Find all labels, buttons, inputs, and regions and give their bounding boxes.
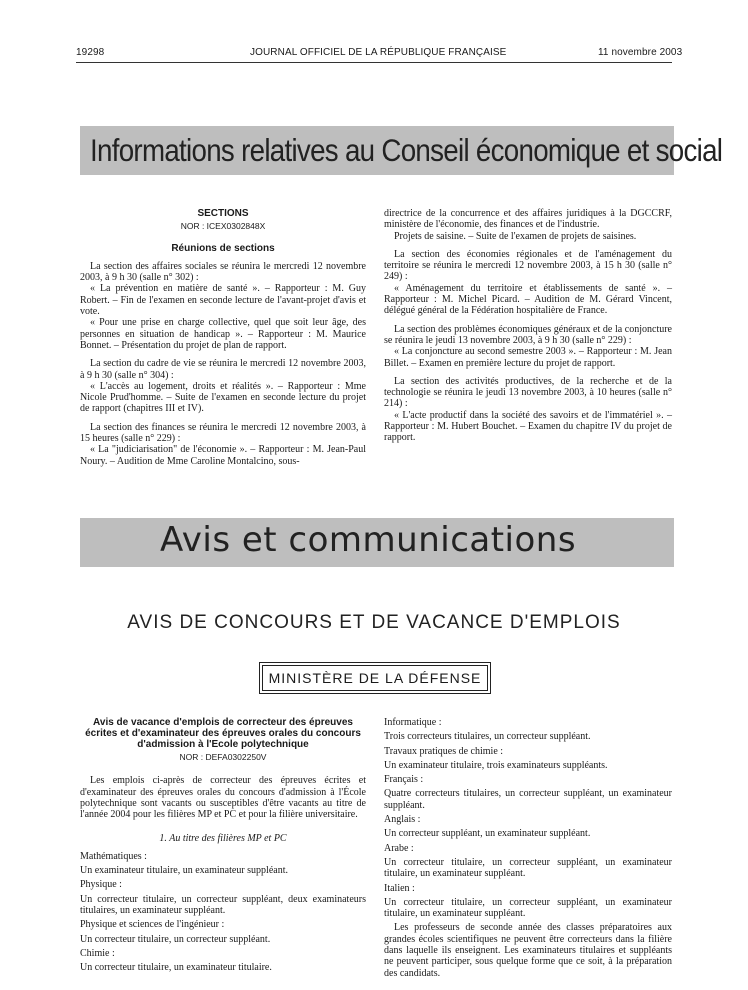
- subject-list-left: [80, 851, 366, 974]
- paragraph: La section des finances se réunira le mercredi 12 novembre 2003, à 15 heures (salle n° 229) :: [80, 421, 366, 445]
- subject-positions: Un examinateur titulaire, trois examinateurs suppléants.: [384, 759, 608, 771]
- subject-positions: Un correcteur suppléant, un examinateur suppléant.: [384, 828, 591, 840]
- paragraph: Projets de saisine. – Suite de l'examen de projets de saisines.: [394, 230, 637, 242]
- subject-positions: Un examinateur titulaire, un examinateur suppléant.: [80, 865, 288, 877]
- paragraph: La section des problèmes économiques généraux et de la conjoncture se réunira le jeudi 13 novembre 2003, à 9 h 30 (salle n° 229) :: [384, 323, 672, 346]
- issue-date: 11 novembre 2003: [598, 47, 683, 58]
- paragraph: La section des affaires sociales se réunira le mercredi 12 novembre 2003, à 9 h 30 (salle n° 302) :: [80, 260, 366, 284]
- subject-label: Physique et sciences de l'ingénieur :: [80, 919, 225, 931]
- subject-label: Français :: [384, 774, 424, 786]
- avis-title: Avis de vacance d'emplois de correcteur des épreuves écrites et d'examinateur des épreuves orales du concours d'admission à l'Ecole polytechnique: [85, 717, 361, 750]
- avis-closing: Les professeurs de seconde année des classes préparatoires aux grandes écoles scientifiques ne peuvent être correcteurs dans la filière dans laquelle ils enseignent. Les examinateurs titulaires et suppléants ne peuvent participer, sous quelque forme que ce soit, à la préparation des candidats.: [384, 922, 672, 979]
- ministry-box: [262, 665, 488, 691]
- paragraph: « Pour une prise en charge collective, quel que soit leur âge, des personnes en situation de handicap ». – Rapporteur : M. Maurice Bonnet. – Présentation du projet de plan de rapport.: [80, 317, 366, 351]
- ministry-name: MINISTÈRE DE LA DÉFENSE: [268, 670, 482, 686]
- paragraph: « La "judiciarisation" de l'économie ». – Rapporteur : M. Jean-Paul Noury. – Audition de Mme Caroline Montalcino, sous-: [80, 444, 366, 467]
- avis-concours-heading: AVIS DE CONCOURS ET DE VACANCE D'EMPLOIS: [127, 612, 621, 633]
- subject-label: Mathématiques :: [80, 850, 147, 862]
- subject-positions: Quatre correcteurs titulaires, un correcteur suppléant, un examinateur suppléant.: [384, 788, 672, 811]
- subject-label: Chimie :: [80, 947, 115, 959]
- paragraph: « L'accès au logement, droits et réalités ». – Rapporteur : Mme Nicole Prud'homme. – Suite de l'examen en seconde lecture du projet de rapport (chapitres III et IV).: [80, 380, 366, 415]
- avis-left-column: [80, 717, 366, 973]
- subject-label: Italien :: [384, 882, 415, 894]
- subject-label: Informatique :: [384, 717, 442, 728]
- subject-positions: Un correcteur titulaire, un correcteur suppléant.: [80, 933, 271, 945]
- subject-positions: Trois correcteurs titulaires, un correcteur suppléant.: [384, 731, 591, 743]
- subject-label: Anglais :: [384, 814, 421, 826]
- journal-title: JOURNAL OFFICIEL DE LA RÉPUBLIQUE FRANÇAISE: [250, 47, 507, 58]
- avis-intro: Les emplois ci-après de correcteur des épreuves écrites et d'examinateur des épreuves orales du concours d'admission à l'École polytechnique sont vacants ou susceptibles d'être vacants au titre de l'année 2004 pour les filières MP et PC et pour la filière universitaire.: [80, 775, 366, 821]
- sections-heading: SECTIONS: [197, 208, 249, 219]
- subject-positions: Un correcteur titulaire, un correcteur suppléant, deux examinateurs titulaires, un examinateur suppléant.: [80, 893, 366, 916]
- subject-label: Travaux pratiques de chimie :: [384, 745, 504, 757]
- ces-right-column: [384, 208, 672, 444]
- paragraph: La section des activités productives, de la recherche et de la technologie se réunira le jeudi 13 novembre 2003, à 10 heures (salle n° 214) :: [384, 375, 672, 410]
- subject-positions: Un correcteur titulaire, un correcteur suppléant, un examinateur titulaire, un examinateur suppléant.: [384, 896, 672, 920]
- page-number: 19298: [76, 47, 105, 58]
- avis-nor: NOR : DEFA0302250V: [179, 752, 267, 762]
- banner-title-avis: Avis et communications: [160, 520, 577, 560]
- header-rule: [76, 62, 672, 63]
- subject-positions: Un correcteur titulaire, un examinateur titulaire.: [80, 962, 272, 974]
- paragraph: « La conjoncture au second semestre 2003 ». – Rapporteur : M. Jean Billet. – Examen en première lecture du projet de rapport.: [384, 346, 672, 369]
- subject-list-right: [384, 717, 672, 919]
- paragraph: La section du cadre de vie se réunira le mercredi 12 novembre 2003, à 9 h 30 (salle n° 304) :: [80, 358, 366, 381]
- paragraph: « La prévention en matière de santé ». – Rapporteur : M. Guy Robert. – Fin de l'examen en seconde lecture de l'avant-projet d'avis et vote.: [80, 283, 366, 318]
- paragraph: « L'acte productif dans la société des savoirs et de l'immatériel ». – Rapporteur : M. Hubert Bouchet. – Examen du chapitre IV du projet de rapport.: [384, 409, 672, 444]
- ces-left-column: [80, 208, 366, 467]
- paragraph: « Aménagement du territoire et établissements de santé ». – Rapporteur : M. Michel Picard. – Audition de M. Gérard Vincent, délégué général de la Fédération hospitalière de France.: [384, 282, 672, 317]
- reunions-heading: Réunions de sections: [171, 242, 275, 254]
- paragraph: La section des économies régionales et de l'aménagement du territoire se réunira le mercredi 12 novembre 2003, à 15 h 30 (salle n° 249) :: [384, 248, 672, 283]
- banner-title-ces: Informations relatives au Conseil économique et social: [90, 132, 723, 168]
- nor-reference: NOR : ICEX0302848X: [180, 221, 266, 232]
- avis-subheading: 1. Au titre des filières MP et PC: [159, 833, 287, 845]
- subject-label: Physique :: [80, 879, 122, 891]
- avis-right-column: [384, 714, 672, 979]
- subject-label: Arabe :: [384, 842, 414, 854]
- subject-positions: Un correcteur titulaire, un correcteur suppléant, un examinateur titulaire, un examinateur suppléant.: [384, 856, 672, 880]
- paragraph: directrice de la concurrence et des affaires juridiques à la DGCCRF, ministère de l'économie, des finances et de l'industrie.: [384, 208, 672, 231]
